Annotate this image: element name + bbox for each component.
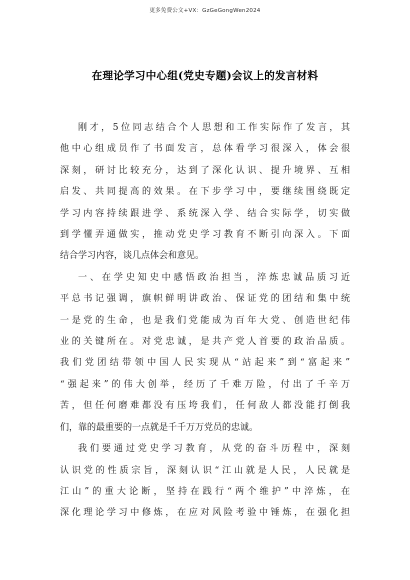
text-line: 我们要通过党史学习教育，从党的奋斗历程中，深刻 [78, 444, 350, 455]
text-line: 苦，但任何磨难都没有压垮我们，任何敌人都没能打倒我 [60, 401, 350, 412]
paragraph-2 [60, 268, 350, 439]
document-title: 在理论学习中心组(党史专题)会议上的发言材料 [91, 70, 319, 82]
text-line: 平总书记强调，旗帜鲜明讲政治、保证党的团结和集中统 [60, 294, 350, 305]
text-line: 认识党的性质宗旨，深刻认识“江山就是人民，人民就是 [60, 465, 350, 476]
text-line: 深化理论学习中修炼，在应对风险考验中锤炼，在强化担 [60, 508, 350, 519]
text-line: 江山”的重大论断，坚持在践行“两个维护”中淬炼，在 [60, 486, 350, 497]
text-line: 我们党团结带领中国人民实现从“站起来”到“富起来” [60, 358, 350, 369]
text-line: 到学懂弄通做实，推动党史学习教育不断引向深入。下面 [60, 230, 350, 241]
text-line: 们，靠的最重要的一点就是千千万万党员的忠诚。 [60, 422, 259, 433]
text-line: 启发、共同提高的效果。在下步学习中，要继续围绕既定 [60, 187, 350, 198]
text-line: 业的关键所在。对党忠诚，是共产党人首要的政治品质。 [60, 337, 350, 348]
text-line: “强起来”的伟大创举，经历了千难万险，付出了千辛万 [60, 379, 350, 390]
text-line: 学习内容持续跟进学、系统深入学、结合实际学，切实做 [60, 208, 350, 219]
text-line: 一是党的生命，也是我们党能成为百年大党、创造世纪伟 [60, 315, 350, 326]
document-body [60, 118, 350, 525]
text-line: 结合学习内容，谈几点体会和意见。 [60, 251, 205, 262]
text-line: 刚才，5位同志结合个人思想和工作实际作了发言，其 [78, 123, 350, 133]
text-line: 他中心组成员作了书面发言，总体看学习很深入，体会很 [60, 144, 350, 155]
header-note: 更多免费公文+VX：GzGeGongWen2024 [149, 8, 261, 14]
paragraph-1 [60, 118, 350, 268]
text-line: 一、在学史知史中感悟政治担当，淬炼忠诚品质习近 [78, 272, 350, 283]
text-line: 深刻，研讨比较充分，达到了深化认识、提升境界、互相 [60, 165, 350, 176]
paragraph-3 [60, 439, 350, 525]
